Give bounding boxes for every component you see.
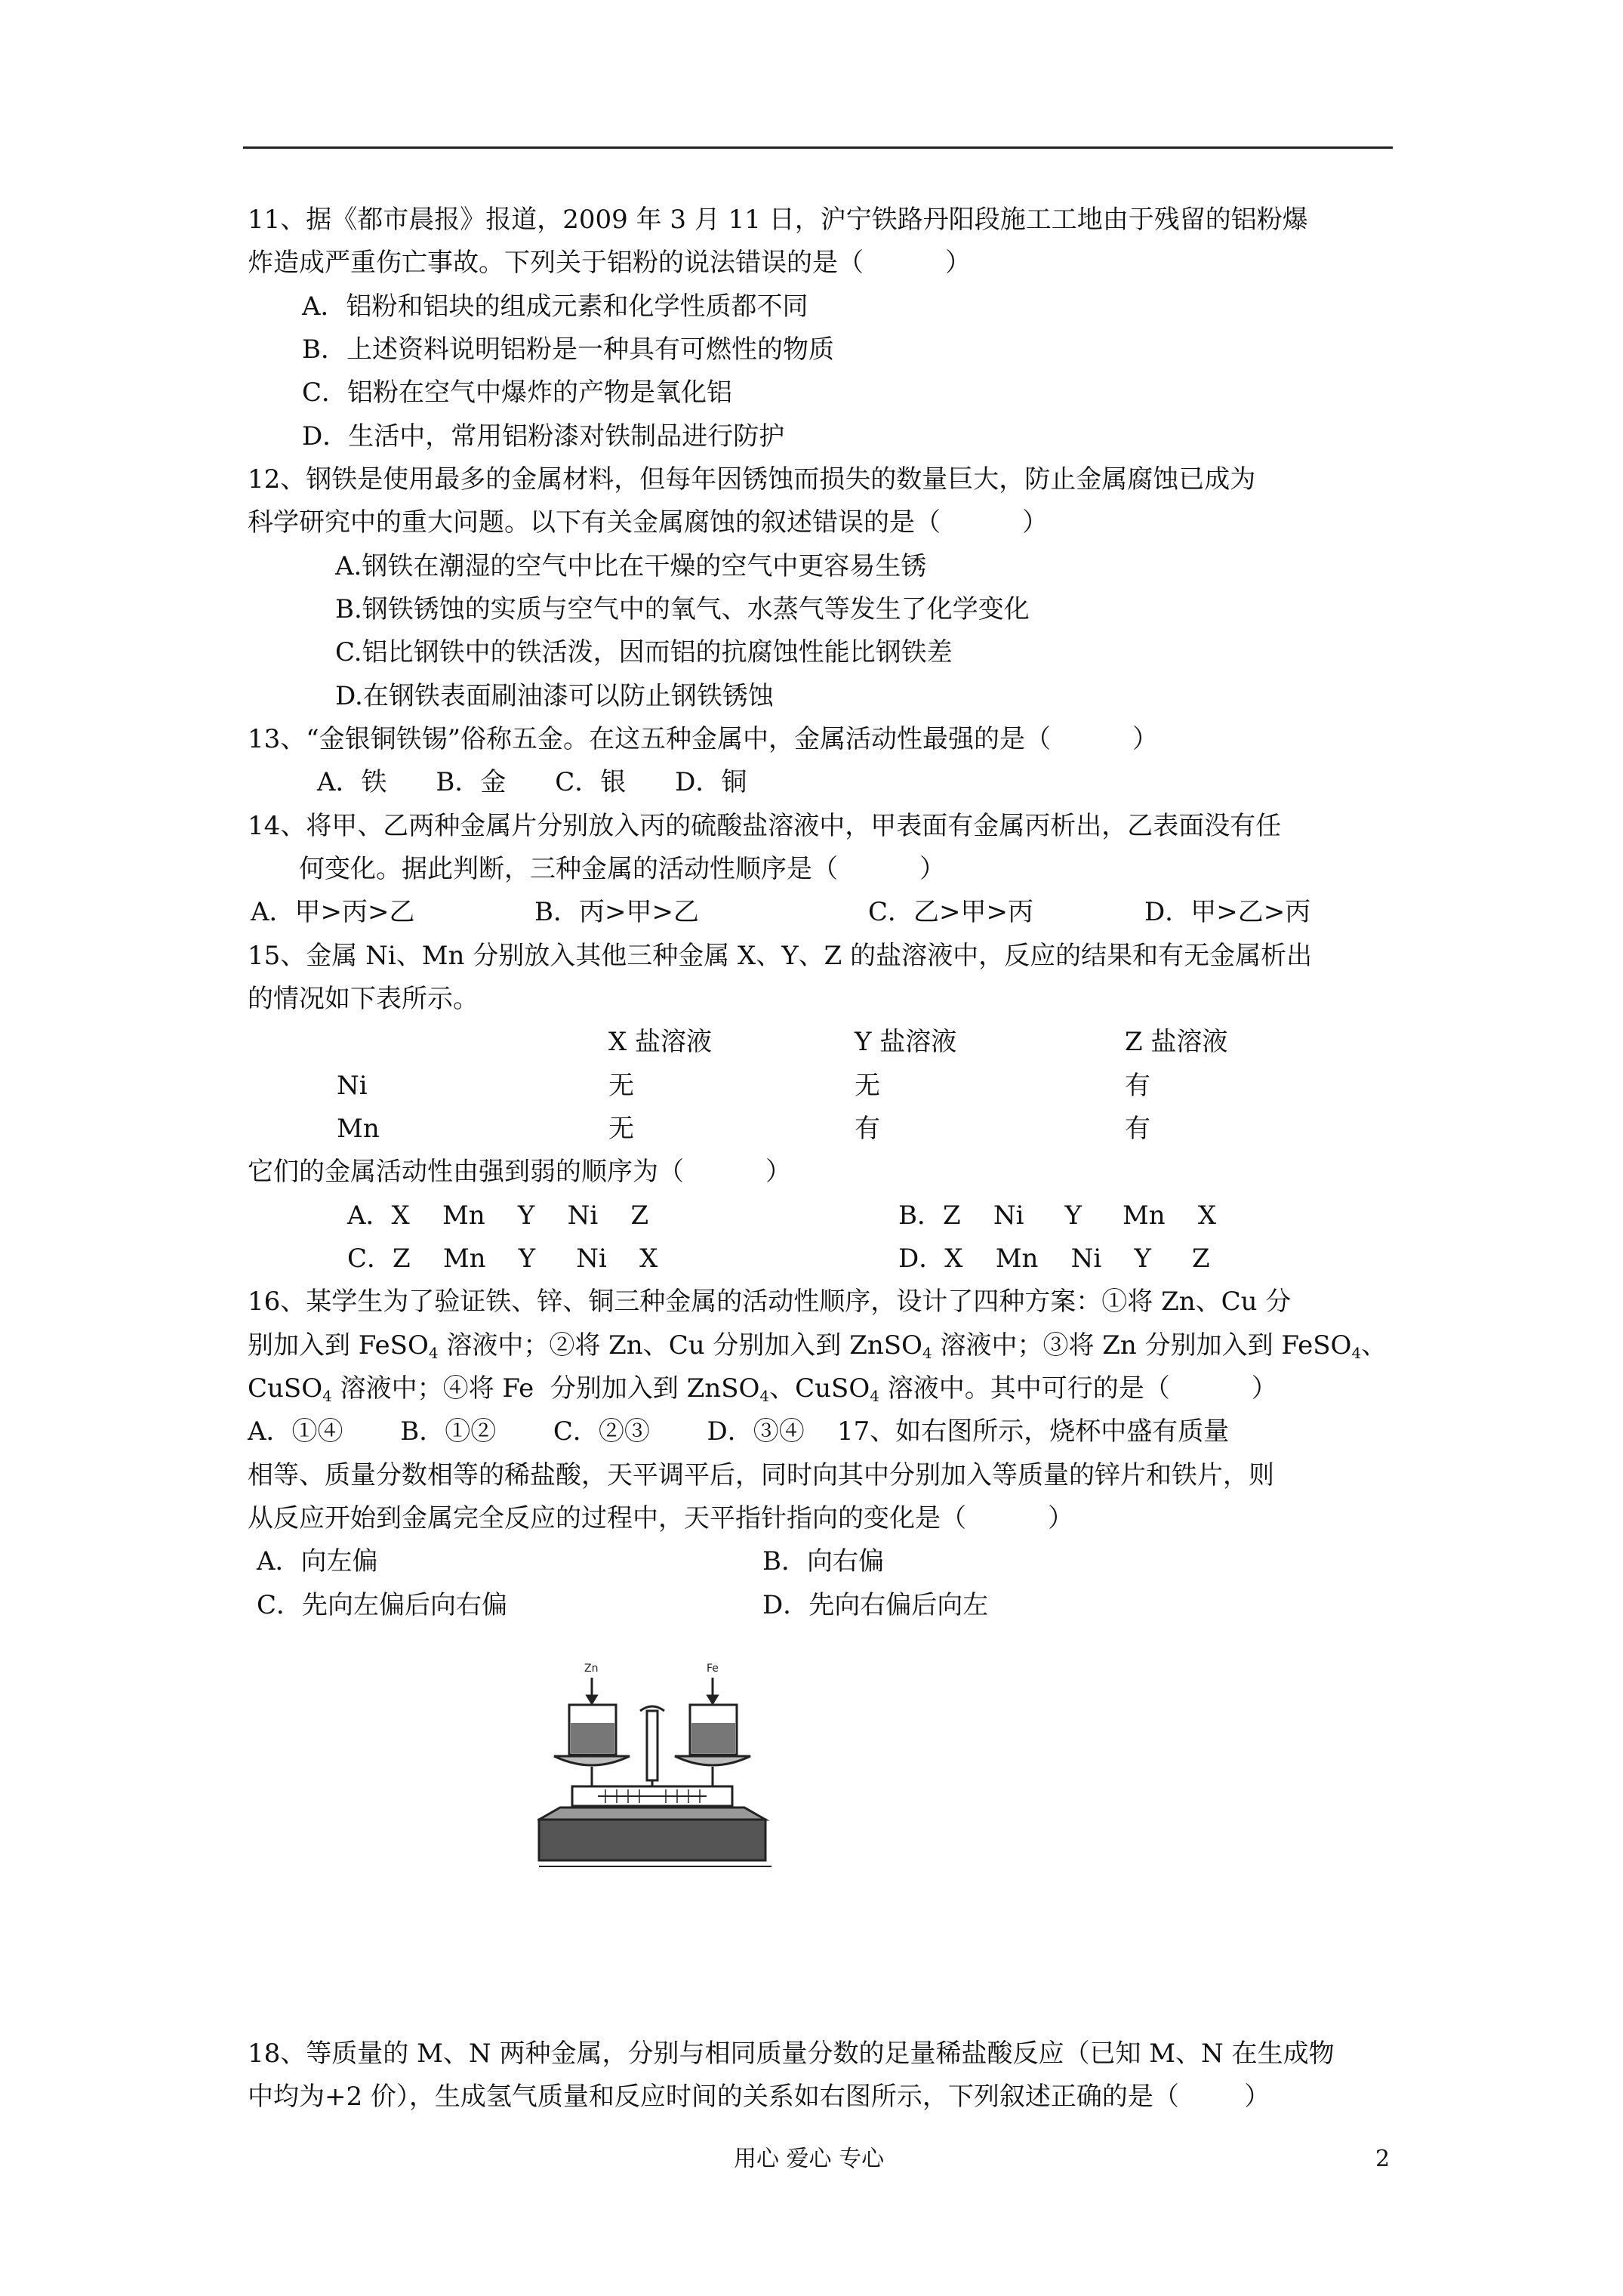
fe-label: Fe	[707, 1663, 719, 1675]
q14-option-c: C．乙>甲>丙	[868, 897, 1033, 927]
q16-options-q17-stem-line1: A．①④ B．①② C．②③ D．③④ 17、如右图所示，烧杯中盛有质量	[248, 1416, 1230, 1447]
q15-option-a: A．X Mn Y Ni Z	[347, 1200, 649, 1231]
balance-scale-figure	[537, 1653, 930, 1880]
q15-stem-line1: 15、金属 Ni、Mn 分别放入其他三种金属 X、Y、Z 的盐溶液中，反应的结果和有无金属析出	[248, 941, 1313, 971]
q12-option-c: C.铝比钢铁中的铁活泼，因而铝的抗腐蚀性能比钢铁差	[335, 637, 953, 667]
table-cell: 有	[1125, 1071, 1150, 1101]
q12-stem-line1: 12、钢铁是使用最多的金属材料，但每年因锈蚀而损失的数量巨大，防止金属腐蚀已成为	[248, 464, 1256, 495]
table-cell: 有	[855, 1114, 880, 1144]
table-header-y: Y 盐溶液	[855, 1027, 957, 1057]
q12-stem-line2: 科学研究中的重大问题。以下有关金属腐蚀的叙述错误的是（ ）	[248, 507, 1049, 538]
q16-stem-line2: 别加入到 FeSO$_4$ 溶液中；②将 Zn、Cu 分别加入到 ZnSO$_4$ 溶液中；③将 Zn 分别加入到 FeSO$_4$、	[248, 1330, 1387, 1362]
q13-stem: 13、“金银铜铁锡”俗称五金。在这五种金属中，金属活动性最强的是（ ）	[248, 724, 1159, 754]
q11-stem-line2: 炸造成严重伤亡事故。下列关于铝粉的说法错误的是（ ）	[248, 248, 972, 278]
q15-stem-line2: 的情况如下表所示。	[248, 984, 479, 1014]
q14-stem-line1: 14、将甲、乙两种金属片分别放入丙的硫酸盐溶液中，甲表面有金属丙析出，乙表面没有任	[248, 811, 1282, 841]
q14-option-a: A．甲>丙>乙	[251, 897, 415, 927]
table-cell: 无	[608, 1114, 634, 1144]
q18-stem-line2: 中均为+2 价），生成氢气质量和反应时间的关系如右图所示，下列叙述正确的是（ ）	[248, 2082, 1270, 2112]
q11-option-d: D．生活中，常用铝粉漆对铁制品进行防护	[302, 421, 785, 451]
table-cell: 有	[1125, 1114, 1150, 1144]
q14-stem-line2: 何变化。据此判断，三种金属的活动性顺序是（ ）	[299, 854, 946, 884]
table-cell: 无	[855, 1071, 880, 1101]
q14-option-d: D．甲>乙>丙	[1144, 897, 1311, 927]
footer-motto: 用心 爱心 专心	[734, 2146, 885, 2172]
zn-label: Zn	[584, 1663, 599, 1675]
q16-stem-line1: 16、某学生为了验证铁、锌、铜三种金属的活动性顺序，设计了四种方案：①将 Zn、Cu 分	[248, 1287, 1292, 1317]
q11-stem-line1: 11、据《都市晨报》报道，2009 年 3 月 11 日，沪宁铁路丹阳段施工工地由于残留的铝粉爆	[248, 205, 1308, 235]
q13-options: A．铁 B．金 C．银 D．铜	[317, 767, 747, 797]
q12-option-b: B.钢铁锈蚀的实质与空气中的氧气、水蒸气等发生了化学变化	[335, 594, 1030, 624]
table-header-x: X 盐溶液	[608, 1027, 713, 1057]
q17-option-c: C．先向左偏后向右偏	[257, 1590, 508, 1620]
table-cell: 无	[608, 1071, 634, 1101]
q12-option-d: D.在钢铁表面刷油漆可以防止钢铁锈蚀	[335, 681, 774, 711]
q17-stem-line2: 相等、质量分数相等的稀盐酸，天平调平后，同时向其中分别加入等质量的锌片和铁片，则	[248, 1460, 1274, 1490]
table-row-metal: Ni	[337, 1071, 368, 1101]
q11-option-c: C．铝粉在空气中爆炸的产物是氧化铝	[302, 378, 733, 408]
q15-option-d: D．X Mn Ni Y Z	[898, 1244, 1210, 1274]
q15-option-c: C．Z Mn Y Ni X	[347, 1244, 658, 1274]
header-rule	[243, 146, 1393, 149]
q15-question: 它们的金属活动性由强到弱的顺序为（ ）	[248, 1157, 792, 1187]
table-row-metal: Mn	[337, 1114, 380, 1144]
q11-option-a: A．铝粉和铝块的组成元素和化学性质都不同	[302, 291, 808, 322]
q17-option-b: B．向右偏	[762, 1546, 884, 1576]
q15-option-b: B．Z Ni Y Mn X	[898, 1200, 1217, 1231]
q17-stem-line3: 从反应开始到金属完全反应的过程中，天平指针指向的变化是（ ）	[248, 1503, 1074, 1533]
table-header-z: Z 盐溶液	[1125, 1027, 1228, 1057]
page-number: 2	[1375, 2146, 1390, 2172]
q11-option-b: B．上述资料说明铝粉是一种具有可燃性的物质	[302, 334, 834, 365]
q18-stem-line1: 18、等质量的 M、N 两种金属，分别与相同质量分数的足量稀盐酸反应（已知 M、N 在生成物	[248, 2039, 1335, 2069]
q14-option-b: B．丙>甲>乙	[534, 897, 699, 927]
q17-option-a: A．向左偏	[257, 1546, 378, 1576]
q16-stem-line3: CuSO$_4$ 溶液中；④将 Fe 分别加入到 ZnSO$_4$、CuSO$_4$ 溶液中。其中可行的是（ ）	[248, 1373, 1277, 1405]
q12-option-a: A.钢铁在潮湿的空气中比在干燥的空气中更容易生锈	[335, 551, 927, 581]
q17-option-d: D．先向右偏后向左	[762, 1590, 989, 1620]
